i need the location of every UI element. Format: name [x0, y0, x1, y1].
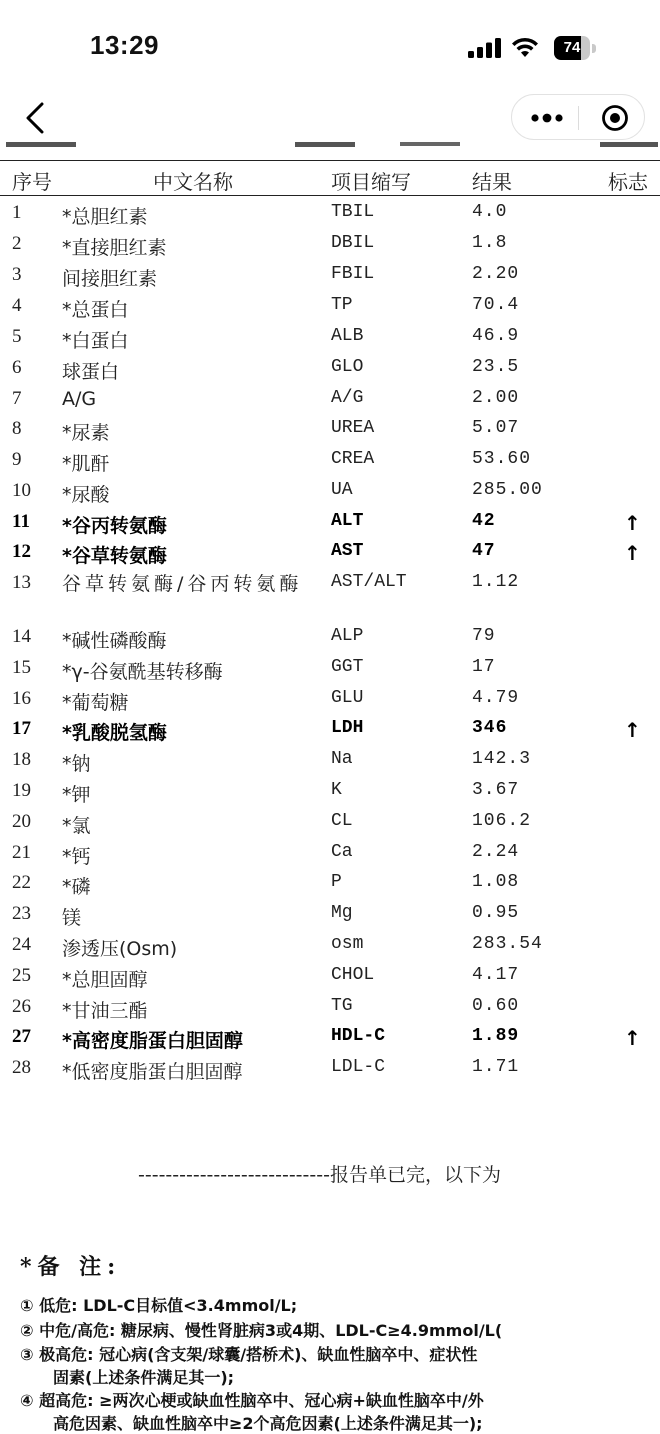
row-result: 5.07: [472, 418, 520, 438]
row-no: 17: [12, 718, 31, 739]
row-name: *白蛋白: [62, 330, 129, 352]
row-no: 4: [12, 295, 22, 316]
row-result: 53.60: [472, 449, 532, 469]
table-row: [0, 1055, 660, 1085]
row-name: 渗透压(Osm): [62, 938, 178, 960]
table-header: [0, 160, 660, 196]
row-abbr: TP: [331, 295, 353, 315]
row-no: 10: [12, 480, 31, 501]
table-row: [0, 840, 660, 870]
header-result: 结果: [472, 170, 512, 194]
row-no: 6: [12, 357, 22, 378]
row-name: *钙: [62, 846, 91, 868]
row-name: *钠: [62, 753, 91, 775]
note-line: ① 低危: LDL-C目标值<3.4mmol/L;: [20, 1296, 298, 1315]
table-row: [0, 655, 660, 685]
close-mini-program-icon[interactable]: [600, 103, 630, 133]
row-abbr: LDL-C: [331, 1057, 386, 1077]
row-abbr: CREA: [331, 449, 375, 469]
table-row: [0, 963, 660, 993]
table-row: [0, 809, 660, 839]
row-abbr: FBIL: [331, 264, 375, 284]
row-no: 20: [12, 811, 31, 832]
table-row-abnormal: [0, 539, 660, 569]
wifi-icon: [510, 35, 540, 59]
row-abbr: CL: [331, 811, 353, 831]
row-name: A/G: [62, 388, 97, 410]
row-abbr: Na: [331, 749, 353, 769]
row-abbr: Ca: [331, 842, 353, 862]
row-no: 24: [12, 934, 31, 955]
row-abbr: UA: [331, 480, 353, 500]
row-abbr: GGT: [331, 657, 364, 677]
table-row: [0, 262, 660, 292]
row-no: 16: [12, 688, 31, 709]
row-result: 23.5: [472, 357, 520, 377]
table-row: [0, 416, 660, 446]
row-abbr: GLO: [331, 357, 364, 377]
row-result: 4.0: [472, 202, 508, 222]
row-result: 17: [472, 657, 496, 677]
clipped-text-fragment: [0, 142, 660, 156]
mini-program-capsule: [511, 94, 645, 140]
note-item: [20, 1293, 660, 1316]
row-result: 1.89: [472, 1026, 520, 1046]
note-line-continued: 固素(上述条件满足其一);: [53, 1368, 235, 1387]
table-row: [0, 901, 660, 931]
row-no: 25: [12, 965, 31, 986]
row-result: 1.71: [472, 1057, 520, 1077]
table-row: [0, 686, 660, 716]
table-row: [0, 778, 660, 808]
note-line: ③ 极高危: 冠心病(含支架/球囊/搭桥术)、缺血性脑卒中、症状性: [20, 1345, 478, 1364]
row-name: *总胆红素: [62, 206, 148, 228]
report-end-divider: ----------------------------报告单已完，以下为: [138, 1164, 501, 1186]
row-name: *总胆固醇: [62, 969, 148, 991]
note-item: [20, 1318, 660, 1341]
row-result: 42: [472, 511, 496, 531]
row-no: 15: [12, 657, 31, 678]
row-abbr: K: [331, 780, 342, 800]
row-no: 1: [12, 202, 22, 223]
row-no: 3: [12, 264, 22, 285]
row-result: 70.4: [472, 295, 520, 315]
row-name: *谷草转氨酶: [62, 545, 167, 567]
row-no: 14: [12, 626, 31, 647]
note-line: ④ 超高危: ≥两次心梗或缺血性脑卒中、冠心病+缺血性脑卒中/外: [20, 1391, 484, 1410]
up-arrow-icon: ↑: [624, 511, 641, 535]
note-line: ② 中危/高危: 糖尿病、慢性肾脏病3或4期、LDL-C≥4.9mmol/L(: [20, 1321, 503, 1340]
battery-level: 74: [563, 39, 581, 56]
row-abbr: DBIL: [331, 233, 375, 253]
row-abbr: UREA: [331, 418, 375, 438]
row-no: 2: [12, 233, 22, 254]
row-name: *γ-谷氨酰基转移酶: [62, 661, 223, 683]
row-name: *直接胆红素: [62, 237, 167, 259]
row-name: *乳酸脱氢酶: [62, 722, 167, 744]
row-name: *肌酐: [62, 453, 110, 475]
status-time: 13:29: [90, 30, 159, 60]
row-abbr: AST/ALT: [331, 572, 407, 592]
row-name: *氯: [62, 815, 91, 837]
row-name: *低密度脂蛋白胆固醇: [62, 1061, 243, 1083]
row-name: 间接胆红素: [62, 268, 158, 290]
header-flag: 标志: [608, 170, 648, 194]
back-chevron-icon[interactable]: [18, 98, 54, 138]
table-row: [0, 386, 660, 416]
row-result: 1.08: [472, 872, 520, 892]
row-result: 142.3: [472, 749, 532, 769]
row-result: 0.95: [472, 903, 520, 923]
row-abbr: ALT: [331, 511, 364, 531]
row-result: 1.8: [472, 233, 508, 253]
row-abbr: CHOL: [331, 965, 375, 985]
table-row: [0, 231, 660, 261]
up-arrow-icon: ↑: [624, 718, 641, 742]
status-bar: [0, 0, 660, 98]
table-row: [0, 447, 660, 477]
row-abbr: AST: [331, 541, 364, 561]
row-name: *高密度脂蛋白胆固醇: [62, 1030, 243, 1052]
row-no: 7: [12, 388, 22, 409]
row-name: *碱性磷酸酶: [62, 630, 167, 652]
note-line-continued: 高危因素、缺血性脑卒中≥2个高危因素(上述条件满足其一);: [53, 1414, 483, 1433]
row-no: 27: [12, 1026, 31, 1047]
table-row: [0, 624, 660, 654]
table-row: [0, 994, 660, 1024]
table-row-abnormal: [0, 1024, 660, 1054]
row-result: 346: [472, 718, 508, 738]
row-name: *谷丙转氨酶: [62, 515, 167, 537]
row-result: 283.54: [472, 934, 543, 954]
up-arrow-icon: ↑: [624, 1026, 641, 1050]
table-row: [0, 870, 660, 900]
row-no: 18: [12, 749, 31, 770]
header-no: 序号: [12, 170, 52, 194]
table-row: [0, 200, 660, 230]
row-no: 5: [12, 326, 22, 347]
table-row: [0, 932, 660, 962]
row-result: 1.12: [472, 572, 520, 592]
row-no: 19: [12, 780, 31, 801]
row-no: 9: [12, 449, 22, 470]
table-row: [0, 324, 660, 354]
table-row-abnormal: [0, 716, 660, 746]
row-no: 12: [12, 541, 31, 562]
row-result: 285.00: [472, 480, 543, 500]
row-result: 0.60: [472, 996, 520, 1016]
row-name: 球蛋白: [62, 361, 120, 383]
row-name: *尿酸: [62, 484, 110, 506]
row-name: *尿素: [62, 422, 110, 444]
header-name: 中文名称: [153, 170, 233, 194]
row-name: 谷草转氨酶/谷丙转氨酶: [62, 573, 303, 595]
cellular-signal-icon: [468, 38, 502, 58]
up-arrow-icon: ↑: [624, 541, 641, 565]
row-name: *葡萄糖: [62, 692, 129, 714]
row-abbr: HDL-C: [331, 1026, 386, 1046]
row-abbr: TG: [331, 996, 353, 1016]
row-result: 2.20: [472, 264, 520, 284]
note-item: [20, 1342, 660, 1388]
row-no: 21: [12, 842, 31, 863]
row-abbr: Mg: [331, 903, 353, 923]
row-no: 22: [12, 872, 31, 893]
row-abbr: P: [331, 872, 342, 892]
row-no: 11: [12, 511, 30, 532]
row-result: 4.17: [472, 965, 520, 985]
notes-title: *备 注:: [20, 1254, 122, 1280]
table-row: [0, 355, 660, 385]
row-abbr: A/G: [331, 388, 364, 408]
row-name: *磷: [62, 876, 91, 898]
table-row: [0, 570, 660, 626]
row-name: *甘油三酯: [62, 1000, 148, 1022]
row-result: 4.79: [472, 688, 520, 708]
row-no: 13: [12, 572, 31, 593]
row-abbr: ALB: [331, 326, 364, 346]
row-name: *钾: [62, 784, 91, 806]
table-row: [0, 747, 660, 777]
row-name: 镁: [62, 907, 82, 929]
battery-indicator: [554, 36, 598, 60]
table-row: [0, 293, 660, 323]
row-name: *总蛋白: [62, 299, 129, 321]
row-no: 28: [12, 1057, 31, 1078]
table-row-abnormal: [0, 509, 660, 539]
row-result: 46.9: [472, 326, 520, 346]
header-abbr: 项目缩写: [331, 170, 411, 194]
row-no: 8: [12, 418, 22, 439]
more-options-icon[interactable]: [528, 108, 566, 128]
note-item: [20, 1388, 660, 1434]
row-result: 106.2: [472, 811, 532, 831]
row-result: 3.67: [472, 780, 520, 800]
row-result: 47: [472, 541, 496, 561]
row-abbr: LDH: [331, 718, 364, 738]
battery-icon: [554, 36, 590, 60]
row-no: 23: [12, 903, 31, 924]
row-abbr: TBIL: [331, 202, 375, 222]
table-row: [0, 478, 660, 508]
row-abbr: osm: [331, 934, 364, 954]
row-result: 2.24: [472, 842, 520, 862]
row-result: 2.00: [472, 388, 520, 408]
row-result: 79: [472, 626, 496, 646]
row-abbr: ALP: [331, 626, 364, 646]
row-abbr: GLU: [331, 688, 364, 708]
row-no: 26: [12, 996, 31, 1017]
